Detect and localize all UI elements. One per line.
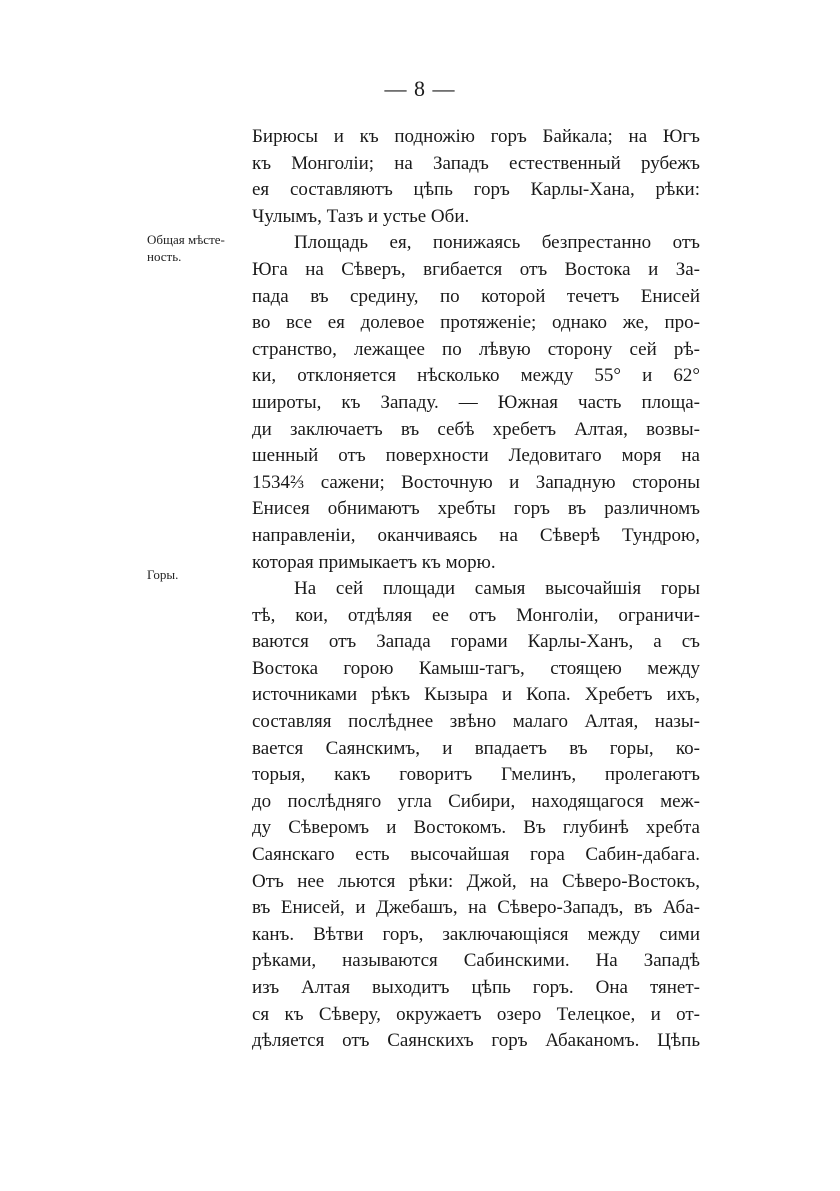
text-line: которая примыкаетъ къ морю. bbox=[252, 551, 496, 573]
text-line: Отъ нее льются рѣки: Джой, на Сѣверо-Востокъ, bbox=[252, 870, 700, 892]
text-line: тѣ, кои, отдѣляя ее отъ Монголіи, ограничи- bbox=[252, 604, 700, 626]
text-line: ки, отклоняется нѣсколько между 55° и 62° bbox=[252, 365, 700, 387]
text-line: 1534⅔ сажени; Восточную и Западную стороны bbox=[252, 471, 700, 493]
text-line: къ Монголіи; на Западъ естественный рубежъ bbox=[252, 152, 700, 174]
sidenote-general-situation bbox=[147, 231, 252, 265]
text-line: Бирюсы и къ подножію горъ Байкала; на Югъ bbox=[252, 126, 700, 147]
text-line: торыя, какъ говоритъ Гмелинъ, пролегаютъ bbox=[252, 764, 700, 786]
text-line: дѣляется отъ Саянскихъ горъ Абаканомъ. Цѣпь bbox=[252, 1030, 700, 1052]
text-line: въ Енисей, и Джебашъ, на Сѣверо-Западъ, въ Аба- bbox=[252, 897, 700, 919]
text-line: источниками рѣкъ Кызыра и Копа. Хребетъ ихъ, bbox=[252, 684, 700, 706]
text-line: рѣками, называются Сабинскими. На Западѣ bbox=[252, 950, 700, 972]
text-line: Саянскаго есть высочайшая гора Сабин-дабага. bbox=[252, 844, 700, 866]
text-line: Чулымъ, Тазъ и устье Оби. bbox=[252, 205, 470, 227]
text-line: изъ Алтая выходитъ цѣпь горъ. Она тянет- bbox=[252, 977, 700, 998]
text-line: шенный отъ поверхности Ледовитаго моря на bbox=[252, 445, 700, 467]
sidenote-mountains: Горы. bbox=[147, 567, 179, 582]
text-line: ся къ Сѣверу, окружаетъ озеро Телецкое, и от- bbox=[252, 1003, 700, 1025]
text-line: странство, лежащее по лѣвую сторону сей рѣ- bbox=[252, 338, 700, 360]
text-line: вается Саянскимъ, и впадаетъ въ горы, ко- bbox=[252, 737, 700, 759]
text-line: канъ. Вѣтви горъ, заключающіяся между сими bbox=[252, 923, 700, 945]
text-line: до послѣдняго угла Сибири, находящагося меж- bbox=[252, 790, 700, 812]
main-text-column bbox=[252, 124, 700, 1055]
text-line: Юга на Сѣверъ, вгибается отъ Востока и За- bbox=[252, 258, 700, 280]
sidenote-general-situation-line2: ность. bbox=[147, 249, 182, 264]
text-line: пада въ средину, по которой течетъ Енисей bbox=[252, 285, 700, 307]
sidenote-general-situation-line1: Общая мѣсте- bbox=[147, 232, 225, 247]
text-line: На сей площади самыя высочайшія горы bbox=[294, 578, 700, 600]
text-line: ди заключаетъ въ себѣ хребетъ Алтая, возвы- bbox=[252, 418, 700, 440]
page-number: — 8 — bbox=[384, 76, 456, 101]
text-line: Площадь ея, понижаясь безпрестанно отъ bbox=[294, 232, 700, 254]
text-line: во все ея долевое протяженіе; однако же, про- bbox=[252, 312, 700, 334]
text-line: направленіи, оканчиваясь на Сѣверѣ Тундрою, bbox=[252, 524, 700, 546]
text-line: широты, къ Западу. — Южная часть площа- bbox=[252, 391, 700, 413]
text-line: Енисея обнимаютъ хребты горъ въ различномъ bbox=[252, 498, 700, 520]
text-line: ду Сѣверомъ и Востокомъ. Въ глубинѣ хребта bbox=[252, 817, 700, 839]
text-line: Востока горою Камыш-тагъ, стоящею между bbox=[252, 657, 700, 679]
text-line: ваются отъ Запада горами Карлы-Ханъ, а съ bbox=[252, 631, 700, 653]
text-line: составляя послѣднее звѣно малаго Алтая, назы- bbox=[252, 711, 700, 733]
text-line: ея составляютъ цѣпь горъ Карлы-Хана, рѣки: bbox=[252, 179, 700, 201]
